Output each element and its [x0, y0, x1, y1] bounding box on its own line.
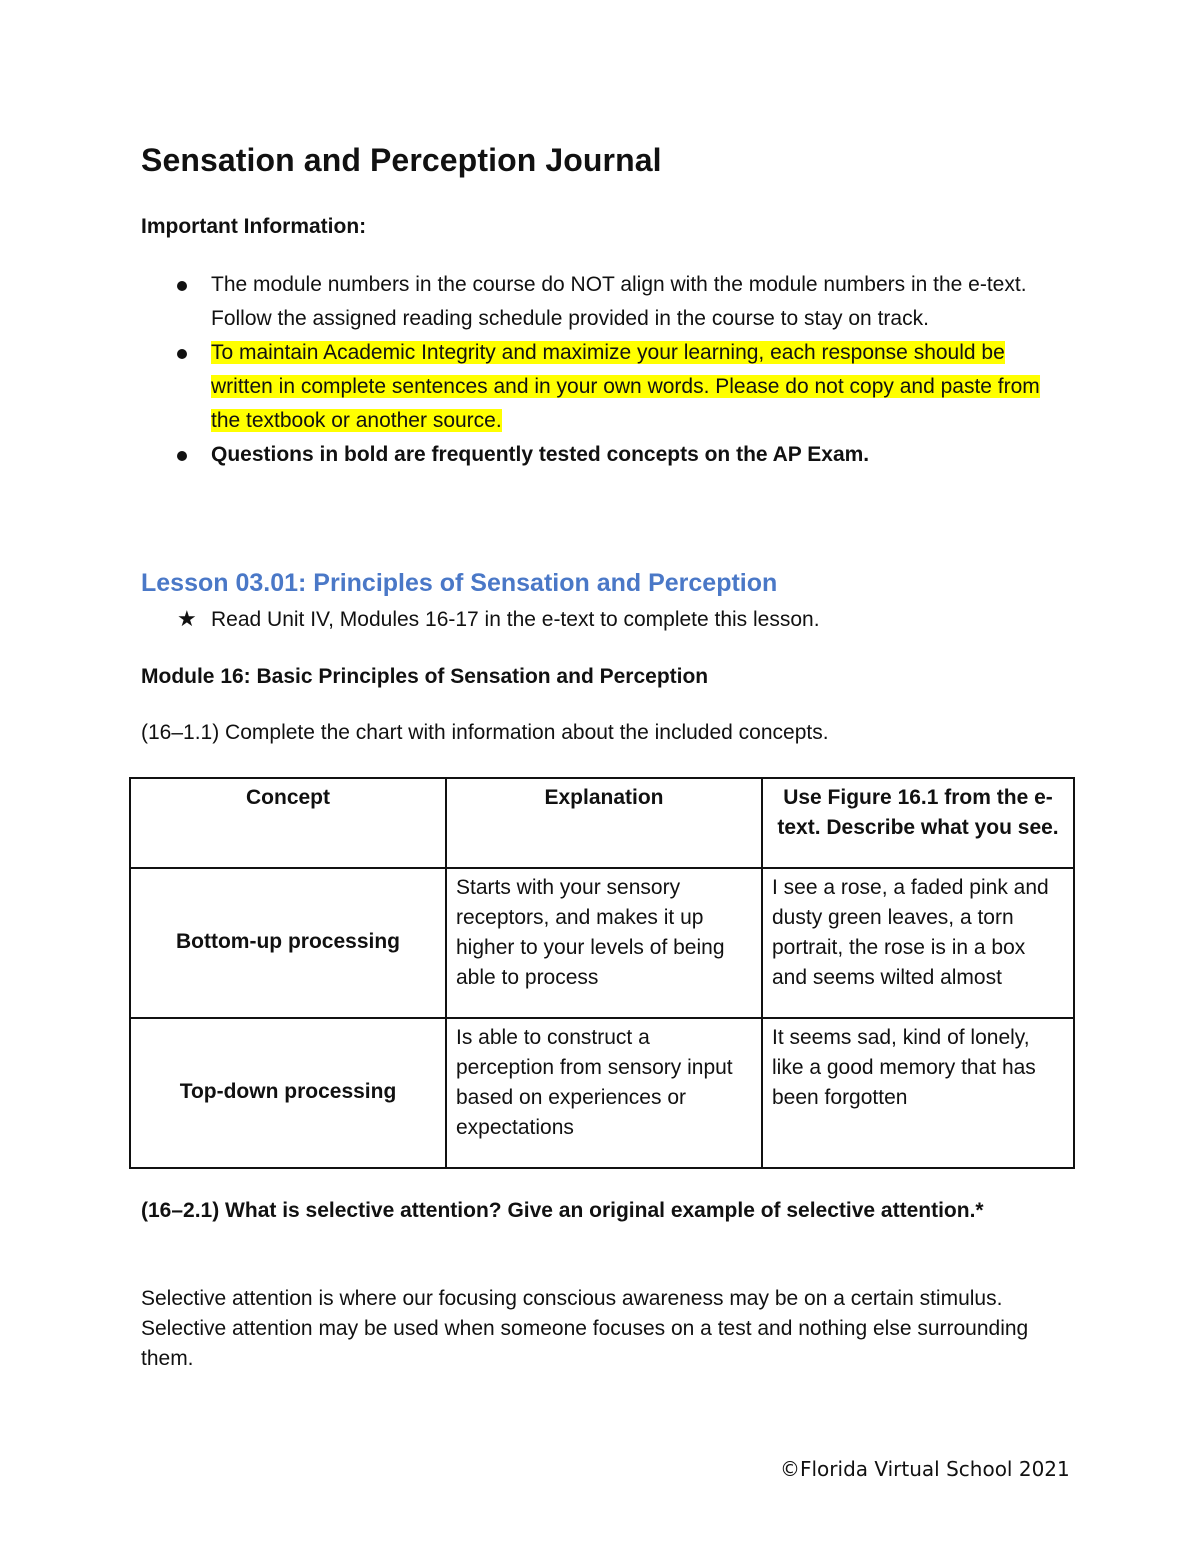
table-header-explanation: Explanation [446, 778, 762, 868]
bullet-icon [177, 281, 187, 291]
table-header-row [130, 778, 1074, 868]
copyright-footer: ©Florida Virtual School 2021 [780, 1457, 1070, 1481]
important-info-list [0, 268, 1200, 472]
bullet-text: The module numbers in the course do NOT align with the module numbers in the e-text. Follow the assigned reading schedule provided in the course to stay on track. [211, 273, 1027, 330]
reading-instruction-text: Read Unit IV, Modules 16-17 in the e-text to complete this lesson. [211, 608, 820, 631]
figure-description-cell: It seems sad, kind of lonely, like a good memory that has been forgotten [762, 1018, 1074, 1168]
concept-chart [129, 777, 1075, 1169]
page-title: Sensation and Perception Journal [141, 142, 662, 178]
important-info-label: Important Information: [141, 215, 367, 238]
highlighted-bullet-text: To maintain Academic Integrity and maximize your learning, each response should be written in complete sentences and in your own words. Please do not copy and paste from the textbook or another source. [211, 341, 1040, 432]
bullet-icon [177, 451, 187, 461]
list-item [0, 336, 1200, 438]
chart-prompt: (16–1.1) Complete the chart with information about the included concepts. [141, 721, 829, 744]
table-header-concept: Concept [130, 778, 446, 868]
table-row [130, 1018, 1074, 1168]
table-header-figure: Use Figure 16.1 from the e-text. Describe what you see. [762, 778, 1074, 868]
bullet-text: Questions in bold are frequently tested concepts on the AP Exam. [211, 443, 870, 466]
question-selective-attention: (16–2.1) What is selective attention? Give an original example of selective attention.* [141, 1199, 984, 1222]
table-row [130, 868, 1074, 1018]
concept-cell: Bottom-up processing [130, 868, 446, 1018]
figure-description-cell: I see a rose, a faded pink and dusty green leaves, a torn portrait, the rose is in a box and seems wilted almost [762, 868, 1074, 1018]
list-item [0, 268, 1200, 336]
bullet-text-highlight-wrapper [211, 336, 1051, 438]
bullet-icon [177, 349, 187, 359]
star-icon: ★ [177, 606, 197, 631]
explanation-cell: Starts with your sensory receptors, and makes it up higher to your levels of being able to process [446, 868, 762, 1018]
explanation-cell: Is able to construct a perception from sensory input based on experiences or expectations [446, 1018, 762, 1168]
list-item [0, 438, 1200, 472]
answer-selective-attention: Selective attention is where our focusing conscious awareness may be on a certain stimulus. Selective attention may be used when someone focuses on a test and nothing else surrounding them. [141, 1287, 1029, 1370]
concept-cell: Top-down processing [130, 1018, 446, 1168]
module-heading: Module 16: Basic Principles of Sensation and Perception [141, 665, 709, 688]
reading-instruction [177, 606, 820, 632]
lesson-heading: Lesson 03.01: Principles of Sensation and Perception [141, 569, 778, 597]
